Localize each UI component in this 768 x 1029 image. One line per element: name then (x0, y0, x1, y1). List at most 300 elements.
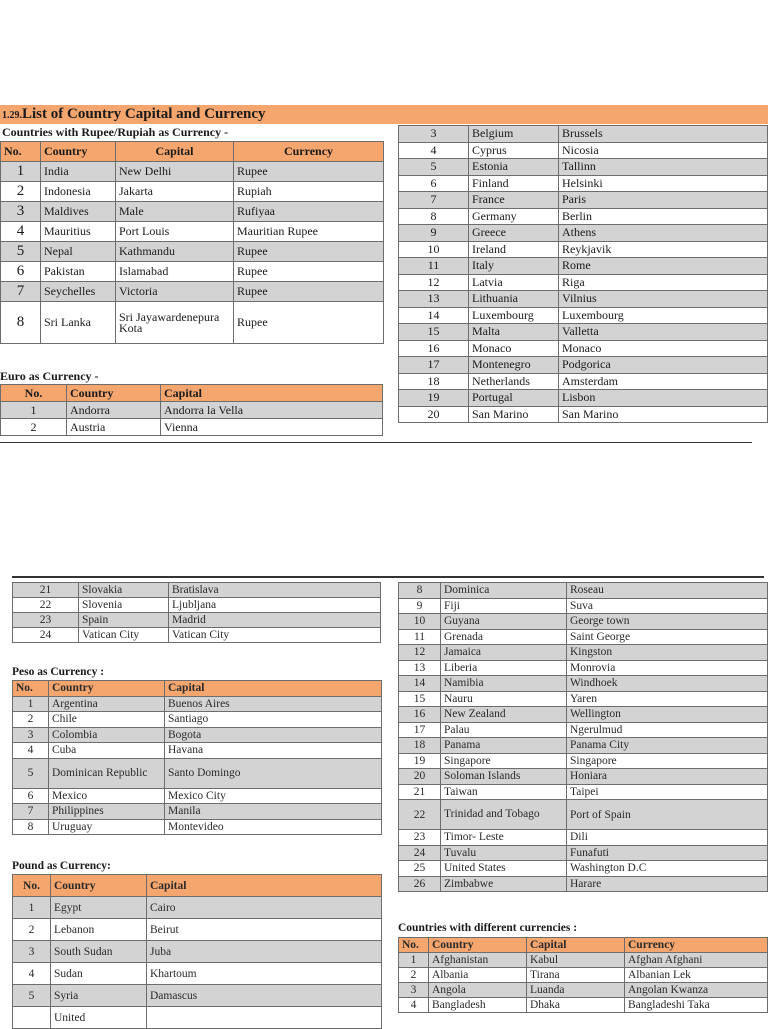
cell-capital: Islamabad (116, 262, 234, 282)
cell-capital: Podgorica (559, 357, 768, 374)
cell-country: Belgium (469, 126, 559, 143)
col-header-country: Country (41, 142, 116, 162)
cell-capital: Santiago (165, 712, 382, 728)
cell-no: 11 (399, 629, 441, 645)
cell-capital: Reykjavik (559, 241, 768, 258)
cell-no: 2 (1, 182, 41, 202)
table-row (399, 274, 768, 291)
table-row (399, 660, 768, 676)
cell-capital: Ljubljana (169, 598, 381, 613)
cell-country: Tuvalu (441, 845, 567, 861)
cell-capital: Berlin (559, 208, 768, 225)
cell-capital: Monrovia (567, 660, 768, 676)
cell-no: 10 (399, 614, 441, 630)
cell-country: Lebanon (51, 919, 147, 941)
cell-no: 4 (399, 998, 429, 1013)
cell-no: 4 (399, 142, 469, 159)
cell-no: 18 (399, 738, 441, 754)
col-header-capital: Capital (116, 142, 234, 162)
cell-no: 8 (13, 819, 49, 835)
table-row (1, 162, 384, 182)
table-row (399, 614, 768, 630)
cell-no: 25 (399, 861, 441, 877)
cell-no: 19 (399, 390, 469, 407)
cell-capital: Kabul (527, 953, 625, 968)
cell-capital: Valletta (559, 324, 768, 341)
cell-capital: Port Louis (116, 222, 234, 242)
cell-no: 7 (13, 804, 49, 820)
cell-country: Mauritius (41, 222, 116, 242)
cell-country: Lithuania (469, 291, 559, 308)
cell-capital: Rome (559, 258, 768, 275)
cell-country: Afghanistan (429, 953, 527, 968)
cell-no: 18 (399, 373, 469, 390)
pound-table (12, 874, 382, 1029)
table-row (13, 819, 382, 835)
cell-no: 1 (13, 696, 49, 712)
cell-capital: Nicosia (559, 142, 768, 159)
cell-no: 22 (13, 598, 79, 613)
cell-no: 24 (399, 845, 441, 861)
cell-country: Spain (79, 613, 169, 628)
table-row (399, 159, 768, 176)
table-row (399, 357, 768, 374)
table-row (13, 712, 382, 728)
cell-capital: Beirut (147, 919, 382, 941)
cell-no: 20 (399, 769, 441, 785)
cell-country: Finland (469, 175, 559, 192)
cell-capital: Roseau (567, 583, 768, 599)
cell-country: Estonia (469, 159, 559, 176)
table-row (1, 419, 383, 436)
cell-country: Malta (469, 324, 559, 341)
cell-capital: Yaren (567, 691, 768, 707)
cell-country: Nepal (41, 242, 116, 262)
cell-no: 5 (13, 985, 51, 1007)
cell-country: Soloman Islands (441, 769, 567, 785)
table-row (13, 583, 381, 598)
cell-capital: Port of Spain (567, 800, 768, 830)
cell-country: Portugal (469, 390, 559, 407)
table-row (399, 830, 768, 846)
cell-currency: Afghan Afghani (625, 953, 768, 968)
cell-capital: San Marino (559, 406, 768, 423)
cell-country: Pakistan (41, 262, 116, 282)
cell-no: 10 (399, 241, 469, 258)
table-row (13, 1007, 382, 1029)
peso-table (12, 680, 382, 835)
cell-no: 14 (399, 307, 469, 324)
cell-no: 2 (399, 968, 429, 983)
cell-currency: Rupiah (234, 182, 384, 202)
cell-no: 2 (1, 419, 67, 436)
section-title (2, 106, 266, 123)
cell-no: 16 (399, 707, 441, 723)
cell-no: 15 (399, 691, 441, 707)
cell-no: 3 (399, 126, 469, 143)
cell-no: 5 (13, 758, 49, 788)
cell-country: Slovakia (79, 583, 169, 598)
table-row (399, 876, 768, 892)
cell-capital: Windhoek (567, 676, 768, 692)
cell-capital: Suva (567, 598, 768, 614)
cell-no: 8 (399, 208, 469, 225)
cell-no: 4 (1, 222, 41, 242)
cell-no: 20 (399, 406, 469, 423)
table-row (399, 340, 768, 357)
cell-capital (147, 1007, 382, 1029)
cell-currency: Bangladeshi Taka (625, 998, 768, 1013)
table-row (399, 953, 768, 968)
cell-no: 3 (13, 941, 51, 963)
col-header-no: No. (13, 681, 49, 697)
table-row (399, 583, 768, 599)
table-row (13, 941, 382, 963)
table-row (13, 788, 382, 804)
col-header-no: No. (13, 875, 51, 897)
cell-country: Greece (469, 225, 559, 242)
table-row (1, 202, 384, 222)
cell-country: Trinidad and Tobago (441, 800, 567, 830)
col-header-country: Country (51, 875, 147, 897)
cell-no: 2 (13, 712, 49, 728)
cell-no: 1 (1, 162, 41, 182)
cell-country: Dominica (441, 583, 567, 599)
table-row (399, 722, 768, 738)
cell-capital: Riga (559, 274, 768, 291)
table-row (399, 225, 768, 242)
cell-country: Dominican Republic (49, 758, 165, 788)
table-row (1, 402, 383, 419)
cell-country: Austria (67, 419, 161, 436)
cell-country: Albania (429, 968, 527, 983)
col-header-currency: Currency (234, 142, 384, 162)
cell-capital: Juba (147, 941, 382, 963)
cell-capital: Havana (165, 743, 382, 759)
col-header-currency: Currency (625, 938, 768, 953)
cell-country: Luxembourg (469, 307, 559, 324)
cell-no: 7 (399, 192, 469, 209)
cell-capital: Montevideo (165, 819, 382, 835)
cell-no: 17 (399, 357, 469, 374)
cell-currency: Rupee (234, 262, 384, 282)
cell-capital: Santo Domingo (165, 758, 382, 788)
table-row (1, 242, 384, 262)
cell-country: Ireland (469, 241, 559, 258)
col-header-no: No. (399, 938, 429, 953)
cell-country: Taiwan (441, 784, 567, 800)
cell-capital: Brussels (559, 126, 768, 143)
cell-no: 8 (1, 302, 41, 344)
table-row (399, 861, 768, 877)
cell-currency: Rupee (234, 162, 384, 182)
table-row (13, 919, 382, 941)
table-row (399, 738, 768, 754)
cell-capital: Ngerulmud (567, 722, 768, 738)
cell-capital: Funafuti (567, 845, 768, 861)
cell-capital: Victoria (116, 282, 234, 302)
table-row (1, 182, 384, 202)
table-row (399, 707, 768, 723)
col-header-country: Country (49, 681, 165, 697)
cell-capital: Honiara (567, 769, 768, 785)
cell-no: 16 (399, 340, 469, 357)
table-row (13, 804, 382, 820)
cell-no: 19 (399, 753, 441, 769)
cell-capital: Kathmandu (116, 242, 234, 262)
cell-country: Grenada (441, 629, 567, 645)
cell-currency: Rufiyaa (234, 202, 384, 222)
table-row (399, 258, 768, 275)
table-row (13, 696, 382, 712)
cell-no: 17 (399, 722, 441, 738)
cell-no: 5 (399, 159, 469, 176)
table-row (399, 175, 768, 192)
cell-capital: Paris (559, 192, 768, 209)
cell-no: 26 (399, 876, 441, 892)
cell-capital: Singapore (567, 753, 768, 769)
cell-country: Seychelles (41, 282, 116, 302)
cell-no: 12 (399, 645, 441, 661)
col-header-country: Country (429, 938, 527, 953)
cell-country: Mexico (49, 788, 165, 804)
table-row (13, 628, 381, 643)
different-currencies-table (398, 937, 768, 1013)
table-row (399, 676, 768, 692)
cell-no: 4 (13, 963, 51, 985)
cell-capital: Vilnius (559, 291, 768, 308)
cell-capital: Vienna (161, 419, 383, 436)
euro-section-title: Euro as Currency - (0, 369, 99, 383)
cell-capital: Buenos Aires (165, 696, 382, 712)
cell-country: Monaco (469, 340, 559, 357)
table-row (399, 241, 768, 258)
cell-capital: Madrid (169, 613, 381, 628)
page-divider (0, 442, 752, 443)
table-row (13, 727, 382, 743)
cell-country: Slovenia (79, 598, 169, 613)
cell-capital: Bogota (165, 727, 382, 743)
cell-country: Liberia (441, 660, 567, 676)
cell-country: Fiji (441, 598, 567, 614)
table-row (399, 324, 768, 341)
cell-country: Chile (49, 712, 165, 728)
cell-country: India (41, 162, 116, 182)
cell-country: Cyprus (469, 142, 559, 159)
col-header-no: No. (1, 385, 67, 402)
euro-table-part3 (12, 582, 381, 643)
table-row (13, 758, 382, 788)
cell-capital: Bratislava (169, 583, 381, 598)
cell-capital: Manila (165, 804, 382, 820)
cell-no: 9 (399, 225, 469, 242)
cell-capital: Luxembourg (559, 307, 768, 324)
col-header-capital: Capital (165, 681, 382, 697)
cell-no: 22 (399, 800, 441, 830)
cell-no: 15 (399, 324, 469, 341)
cell-capital: George town (567, 614, 768, 630)
table-row (399, 998, 768, 1013)
table-row (399, 691, 768, 707)
table-row (1, 222, 384, 242)
cell-country: Bangladesh (429, 998, 527, 1013)
cell-capital: Kingston (567, 645, 768, 661)
cell-currency: Rupee (234, 282, 384, 302)
rupee-section-title: Countries with Rupee/Rupiah as Currency - (2, 125, 229, 139)
cell-capital: Wellington (567, 707, 768, 723)
cell-no: 4 (13, 743, 49, 759)
table-row (399, 645, 768, 661)
cell-capital: Khartoum (147, 963, 382, 985)
cell-country: Egypt (51, 897, 147, 919)
table-row (13, 613, 381, 628)
table-row (399, 142, 768, 159)
cell-capital: Monaco (559, 340, 768, 357)
cell-capital: Amsterdam (559, 373, 768, 390)
col-header-country: Country (67, 385, 161, 402)
table-row (399, 192, 768, 209)
cell-no: 24 (13, 628, 79, 643)
cell-capital: Vatican City (169, 628, 381, 643)
table-row (399, 307, 768, 324)
table-row (13, 985, 382, 1007)
cell-no: 3 (1, 202, 41, 222)
cell-country: Argentina (49, 696, 165, 712)
cell-no: 14 (399, 676, 441, 692)
different-section-title: Countries with different currencies : (398, 922, 578, 934)
cell-currency: Albanian Lek (625, 968, 768, 983)
cell-capital: Lisbon (559, 390, 768, 407)
table-row (399, 769, 768, 785)
cell-currency: Angolan Kwanza (625, 983, 768, 998)
peso-section-title: Peso as Currency : (12, 666, 105, 678)
cell-no: 21 (399, 784, 441, 800)
cell-capital: Damascus (147, 985, 382, 1007)
table-row (399, 800, 768, 830)
table-row (1, 302, 384, 344)
cell-no: 3 (399, 983, 429, 998)
cell-no: 13 (399, 291, 469, 308)
table-row (13, 598, 381, 613)
cell-country: Germany (469, 208, 559, 225)
euro-table-part1 (0, 384, 383, 436)
cell-country: Panama (441, 738, 567, 754)
col-header-no: No. (1, 142, 41, 162)
table-row (1, 282, 384, 302)
col-header-capital: Capital (527, 938, 625, 953)
cell-country: United (51, 1007, 147, 1029)
page-top-rule (12, 576, 764, 578)
cell-capital: Mexico City (165, 788, 382, 804)
table-row (13, 897, 382, 919)
cell-no: 6 (1, 262, 41, 282)
table-row (399, 753, 768, 769)
cell-country: Sri Lanka (41, 302, 116, 344)
cell-no: 3 (13, 727, 49, 743)
cell-country: Angola (429, 983, 527, 998)
cell-country: Singapore (441, 753, 567, 769)
table-row (1, 262, 384, 282)
cell-country: Colombia (49, 727, 165, 743)
cell-no: 13 (399, 660, 441, 676)
cell-no: 7 (1, 282, 41, 302)
table-row (399, 126, 768, 143)
cell-country: South Sudan (51, 941, 147, 963)
cell-country: Sudan (51, 963, 147, 985)
cell-country: Latvia (469, 274, 559, 291)
cell-no: 6 (399, 175, 469, 192)
cell-no: 23 (399, 830, 441, 846)
cell-capital: Taipei (567, 784, 768, 800)
cell-country: Philippines (49, 804, 165, 820)
table-row (399, 406, 768, 423)
cell-country: San Marino (469, 406, 559, 423)
cell-country: Palau (441, 722, 567, 738)
table-row (399, 983, 768, 998)
table-row (399, 291, 768, 308)
cell-capital: Male (116, 202, 234, 222)
section-number: 1.29. (2, 110, 22, 121)
table-row (13, 743, 382, 759)
cell-capital: Jakarta (116, 182, 234, 202)
cell-capital: Panama City (567, 738, 768, 754)
cell-country: Timor- Leste (441, 830, 567, 846)
table-row (399, 629, 768, 645)
cell-no: 23 (13, 613, 79, 628)
cell-no: 2 (13, 919, 51, 941)
cell-capital: Washington D.C (567, 861, 768, 877)
table-row (399, 784, 768, 800)
cell-country: Uruguay (49, 819, 165, 835)
cell-no: 5 (1, 242, 41, 262)
cell-capital: Tirana (527, 968, 625, 983)
cell-capital: Cairo (147, 897, 382, 919)
cell-country: Syria (51, 985, 147, 1007)
cell-capital: Dili (567, 830, 768, 846)
table-row (399, 845, 768, 861)
cell-country: Netherlands (469, 373, 559, 390)
cell-no: 9 (399, 598, 441, 614)
cell-country: Nauru (441, 691, 567, 707)
cell-country: Namibia (441, 676, 567, 692)
cell-no: 6 (13, 788, 49, 804)
cell-capital: Athens (559, 225, 768, 242)
cell-no (13, 1007, 51, 1029)
cell-currency: Rupee (234, 242, 384, 262)
cell-no: 1 (13, 897, 51, 919)
col-header-capital: Capital (161, 385, 383, 402)
cell-country: France (469, 192, 559, 209)
cell-country: New Zealand (441, 707, 567, 723)
col-header-capital: Capital (147, 875, 382, 897)
cell-no: 1 (399, 953, 429, 968)
euro-table-part2 (398, 125, 768, 423)
cell-country: Vatican City (79, 628, 169, 643)
cell-country: Andorra (67, 402, 161, 419)
cell-capital: Dhaka (527, 998, 625, 1013)
table-row (399, 598, 768, 614)
cell-currency: Mauritian Rupee (234, 222, 384, 242)
cell-country: Zimbabwe (441, 876, 567, 892)
section-title-text: List of Country Capital and Currency (22, 106, 266, 122)
cell-no: 12 (399, 274, 469, 291)
cell-country: Montenegro (469, 357, 559, 374)
pound-section-title: Pound as Currency: (12, 860, 111, 872)
rupee-table (0, 141, 384, 344)
cell-currency: Rupee (234, 302, 384, 344)
cell-capital: New Delhi (116, 162, 234, 182)
cell-capital: Luanda (527, 983, 625, 998)
